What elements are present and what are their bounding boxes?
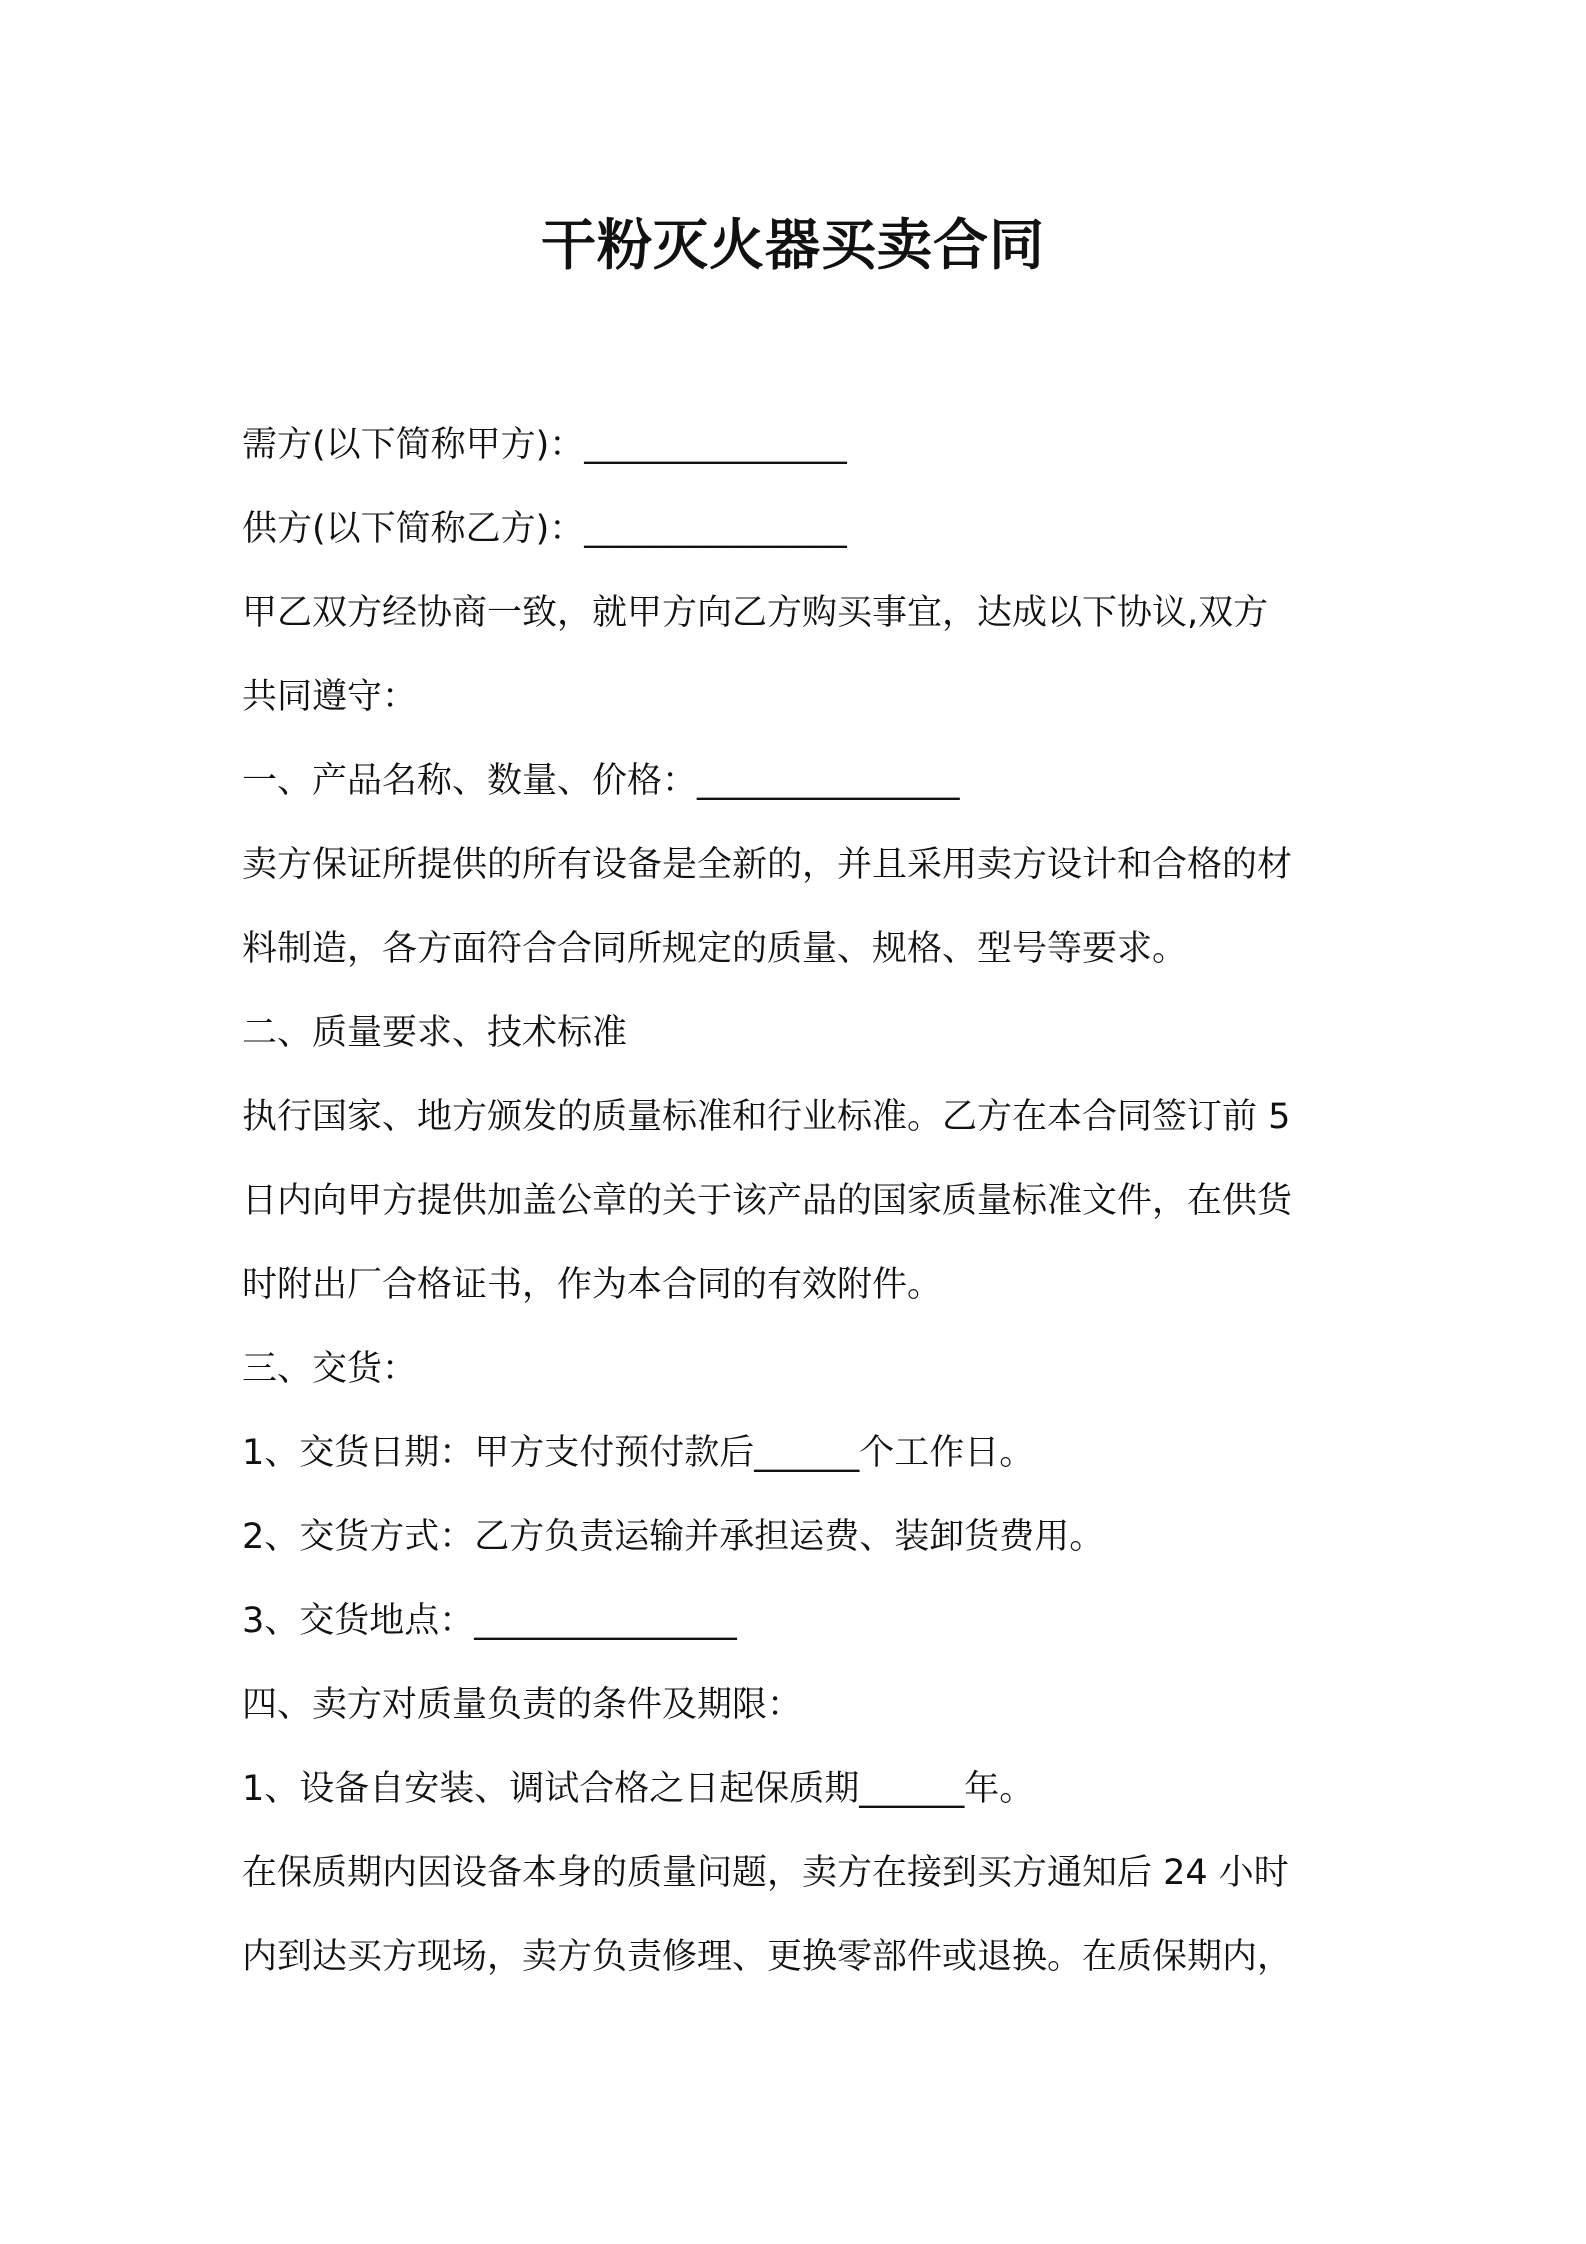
text-line: 1、交货日期：甲方支付预付款后______个工作日。 (242, 1433, 1035, 1473)
document-title: 干粉灭火器买卖合同 (540, 213, 1045, 277)
text-line: 二、质量要求、技术标准 (242, 1013, 628, 1053)
text-line: 时附出厂合格证书，作为本合同的有效附件。 (242, 1265, 943, 1305)
text-line: 2、交货方式：乙方负责运输并承担运费、装卸货费用。 (242, 1517, 1105, 1557)
text-line: 1、设备自安装、调试合格之日起保质期______年。 (242, 1769, 1035, 1809)
text-line: 甲乙双方经协商一致，就甲方向乙方购买事宜，达成以下协议,双方 (242, 593, 1269, 633)
text-line: 内到达买方现场，卖方负责修理、更换零部件或退换。在质保期内， (242, 1937, 1293, 1977)
text-line: 需方(以下简称甲方)：_______________ (242, 425, 847, 465)
text-line: 共同遵守： (242, 677, 418, 717)
text-line: 卖方保证所提供的所有设备是全新的，并且采用卖方设计和合格的材 (242, 845, 1293, 885)
text-line: 一、产品名称、数量、价格：_______________ (242, 761, 960, 801)
text-line: 三、交货： (242, 1349, 418, 1389)
text-line: 3、交货地点：_______________ (242, 1601, 737, 1641)
text-line: 四、卖方对质量负责的条件及期限： (242, 1685, 803, 1725)
text-line: 日内向甲方提供加盖公章的关于该产品的国家质量标准文件，在供货 (242, 1181, 1293, 1221)
document-body (242, 403, 1362, 1999)
text-line: 执行国家、地方颁发的质量标准和行业标准。乙方在本合同签订前 5 (242, 1097, 1291, 1137)
text-line: 在保质期内因设备本身的质量问题，卖方在接到买方通知后 24 小时 (242, 1853, 1289, 1893)
text-line: 料制造，各方面符合合同所规定的质量、规格、型号等要求。 (242, 929, 1188, 969)
text-line: 供方(以下简称乙方)：_______________ (242, 509, 847, 549)
